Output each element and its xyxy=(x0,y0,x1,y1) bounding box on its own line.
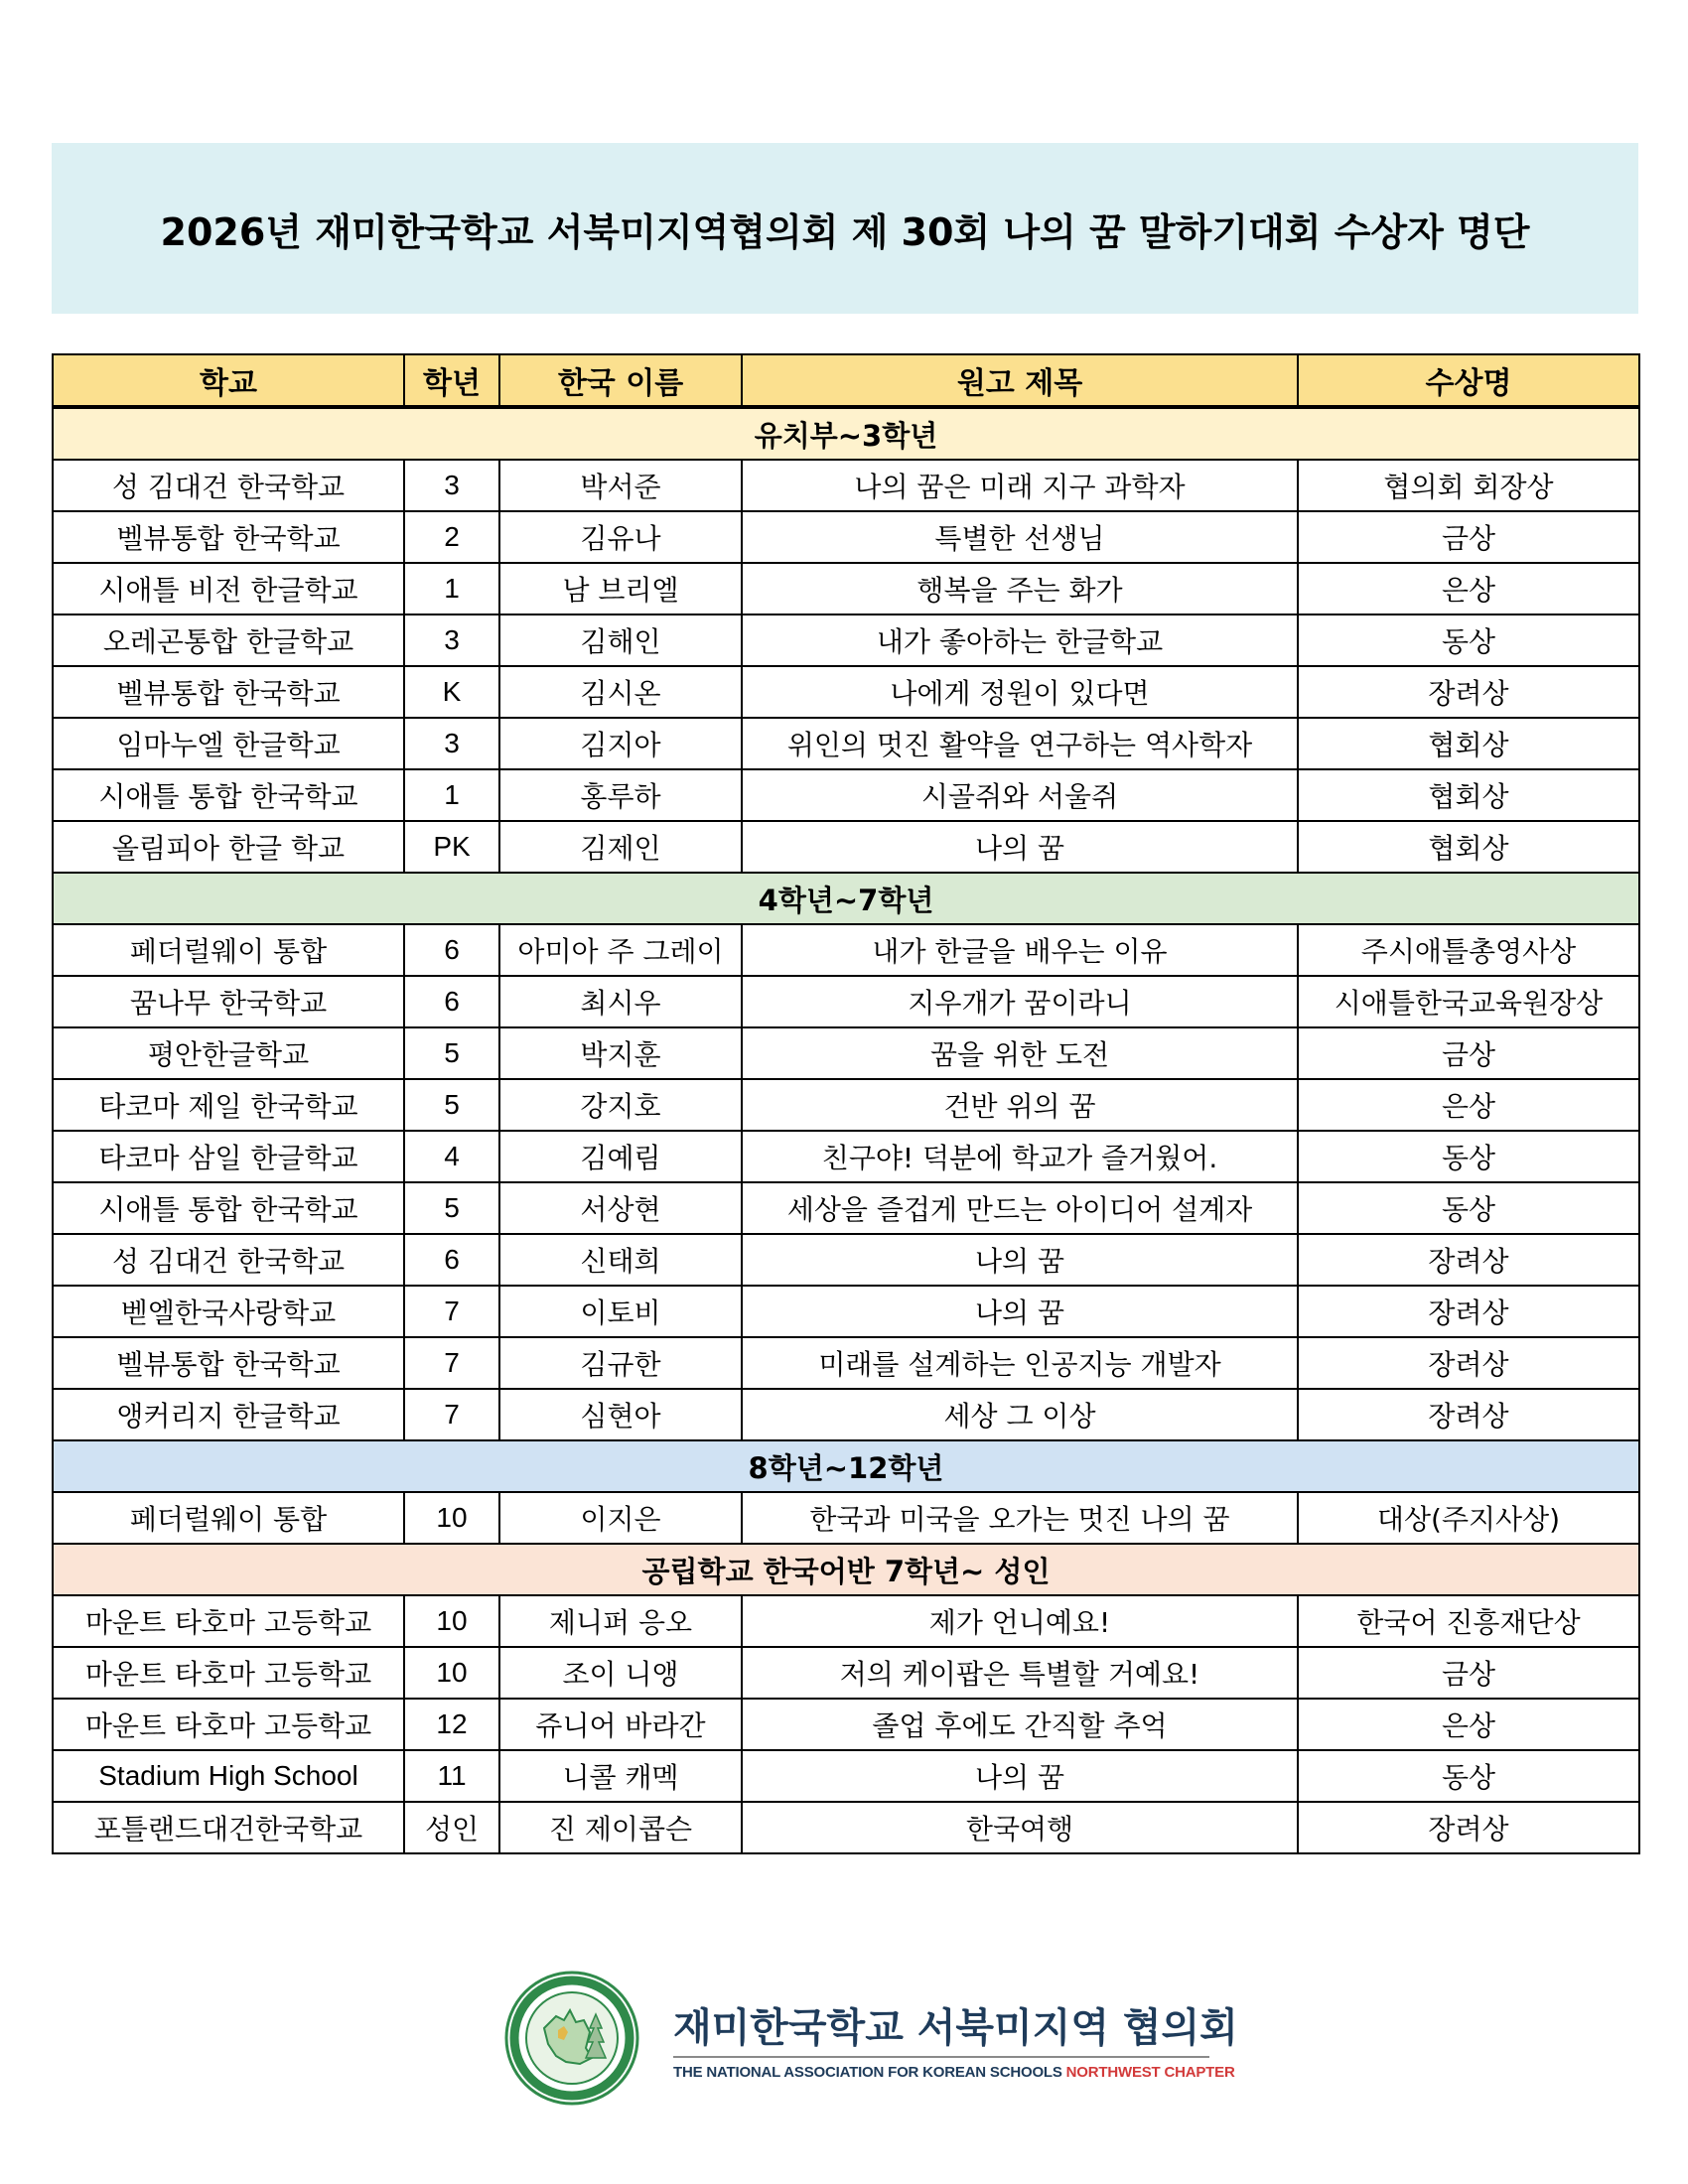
cell-grade: 6 xyxy=(404,1234,499,1286)
cell-grade: 2 xyxy=(404,511,499,563)
cell-award: 금상 xyxy=(1298,1027,1639,1079)
cell-school: 벨뷰통합 한국학교 xyxy=(53,666,404,718)
cell-award: 은상 xyxy=(1298,1079,1639,1131)
table-row xyxy=(53,1027,1639,1079)
table-row xyxy=(53,1802,1639,1853)
cell-school: 성 김대건 한국학교 xyxy=(53,1234,404,1286)
cell-speech-title: 위인의 멋진 활약을 연구하는 역사학자 xyxy=(742,718,1298,769)
cell-korean-name: 조이 니앵 xyxy=(499,1647,742,1699)
header-speech-title: 원고 제목 xyxy=(742,354,1298,407)
cell-award: 은상 xyxy=(1298,563,1639,614)
table-row xyxy=(53,1699,1639,1750)
table-row xyxy=(53,563,1639,614)
section-header-row xyxy=(53,873,1639,924)
title-banner xyxy=(52,143,1638,314)
cell-award: 시애틀한국교육원장상 xyxy=(1298,976,1639,1027)
cell-korean-name: 진 제이콥슨 xyxy=(499,1802,742,1853)
org-divider xyxy=(673,2056,1209,2058)
awards-table xyxy=(52,353,1640,1854)
cell-school: 벨뷰통합 한국학교 xyxy=(53,511,404,563)
association-seal-icon xyxy=(504,1971,639,2106)
table-row xyxy=(53,924,1639,976)
cell-speech-title: 세상을 즐겁게 만드는 아이디어 설계자 xyxy=(742,1182,1298,1234)
cell-korean-name: 김유나 xyxy=(499,511,742,563)
cell-award: 동상 xyxy=(1298,1131,1639,1182)
org-name-english xyxy=(673,2064,1235,2081)
table-row xyxy=(53,1750,1639,1802)
cell-korean-name: 아미아 주 그레이 xyxy=(499,924,742,976)
cell-award: 대상(주지사상) xyxy=(1298,1492,1639,1544)
cell-korean-name: 쥬니어 바라간 xyxy=(499,1699,742,1750)
cell-award: 동상 xyxy=(1298,1182,1639,1234)
section-header-row xyxy=(53,1440,1639,1492)
cell-school: 타코마 제일 한국학교 xyxy=(53,1079,404,1131)
cell-award: 협회상 xyxy=(1298,821,1639,873)
cell-award: 동상 xyxy=(1298,614,1639,666)
cell-grade: 7 xyxy=(404,1286,499,1337)
cell-grade: 10 xyxy=(404,1492,499,1544)
cell-speech-title: 나의 꿈은 미래 지구 과학자 xyxy=(742,460,1298,511)
cell-speech-title: 내가 한글을 배우는 이유 xyxy=(742,924,1298,976)
cell-grade: 1 xyxy=(404,769,499,821)
cell-korean-name: 제니퍼 응오 xyxy=(499,1595,742,1647)
cell-grade: 1 xyxy=(404,563,499,614)
cell-school: 임마누엘 한글학교 xyxy=(53,718,404,769)
cell-school: 타코마 삼일 한글학교 xyxy=(53,1131,404,1182)
cell-award: 장려상 xyxy=(1298,1802,1639,1853)
cell-award: 장려상 xyxy=(1298,1286,1639,1337)
cell-korean-name: 홍루하 xyxy=(499,769,742,821)
table-row xyxy=(53,1286,1639,1337)
table-row xyxy=(53,1389,1639,1440)
section-label: 4학년~7학년 xyxy=(53,873,1639,924)
cell-award: 주시애틀총영사상 xyxy=(1298,924,1639,976)
page-title: 2026년 재미한국학교 서북미지역협의회 제 30회 나의 꿈 말하기대회 수상자 명단 xyxy=(160,209,1530,254)
table-row xyxy=(53,1234,1639,1286)
table-header-row xyxy=(53,354,1639,407)
cell-award: 금상 xyxy=(1298,1647,1639,1699)
table-row xyxy=(53,718,1639,769)
table-row xyxy=(53,1079,1639,1131)
cell-award: 금상 xyxy=(1298,511,1639,563)
cell-grade: 5 xyxy=(404,1027,499,1079)
cell-grade: 12 xyxy=(404,1699,499,1750)
cell-grade: 5 xyxy=(404,1079,499,1131)
cell-grade: 7 xyxy=(404,1337,499,1389)
cell-korean-name: 박서준 xyxy=(499,460,742,511)
cell-school: 시애틀 통합 한국학교 xyxy=(53,1182,404,1234)
cell-speech-title: 꿈을 위한 도전 xyxy=(742,1027,1298,1079)
table-row xyxy=(53,666,1639,718)
cell-grade: 6 xyxy=(404,976,499,1027)
table-row xyxy=(53,1492,1639,1544)
cell-korean-name: 김예림 xyxy=(499,1131,742,1182)
cell-school: 시애틀 통합 한국학교 xyxy=(53,769,404,821)
section-label: 8학년~12학년 xyxy=(53,1440,1639,1492)
cell-speech-title: 건반 위의 꿈 xyxy=(742,1079,1298,1131)
cell-speech-title: 특별한 선생님 xyxy=(742,511,1298,563)
section-header-row xyxy=(53,407,1639,460)
cell-korean-name: 김제인 xyxy=(499,821,742,873)
cell-school: 오레곤통합 한글학교 xyxy=(53,614,404,666)
table-row xyxy=(53,769,1639,821)
section-label: 유치부~3학년 xyxy=(53,407,1639,460)
cell-speech-title: 졸업 후에도 간직할 추억 xyxy=(742,1699,1298,1750)
cell-grade: 5 xyxy=(404,1182,499,1234)
cell-award: 협회상 xyxy=(1298,718,1639,769)
cell-school: 마운트 타호마 고등학교 xyxy=(53,1699,404,1750)
cell-speech-title: 미래를 설계하는 인공지능 개발자 xyxy=(742,1337,1298,1389)
cell-award: 협의회 회장상 xyxy=(1298,460,1639,511)
section-header-row xyxy=(53,1544,1639,1595)
section-label: 공립학교 한국어반 7학년~ 성인 xyxy=(53,1544,1639,1595)
cell-grade: PK xyxy=(404,821,499,873)
cell-korean-name: 강지호 xyxy=(499,1079,742,1131)
cell-korean-name: 이지은 xyxy=(499,1492,742,1544)
cell-speech-title: 세상 그 이상 xyxy=(742,1389,1298,1440)
table-row xyxy=(53,821,1639,873)
table-row xyxy=(53,1647,1639,1699)
cell-korean-name: 최시우 xyxy=(499,976,742,1027)
cell-speech-title: 지우개가 꿈이라니 xyxy=(742,976,1298,1027)
table-row xyxy=(53,1131,1639,1182)
cell-korean-name: 남 브리엘 xyxy=(499,563,742,614)
cell-speech-title: 제가 언니예요! xyxy=(742,1595,1298,1647)
cell-korean-name: 김해인 xyxy=(499,614,742,666)
cell-grade: 3 xyxy=(404,718,499,769)
org-name-english-main: THE NATIONAL ASSOCIATION FOR KOREAN SCHOOLS xyxy=(673,2064,1066,2081)
header-grade: 학년 xyxy=(404,354,499,407)
cell-korean-name: 심현아 xyxy=(499,1389,742,1440)
table-row xyxy=(53,976,1639,1027)
table-row xyxy=(53,460,1639,511)
cell-grade: 7 xyxy=(404,1389,499,1440)
table-row xyxy=(53,511,1639,563)
org-name-korean: 재미한국학교 서북미지역 협의회 xyxy=(673,2005,1238,2051)
cell-grade: 4 xyxy=(404,1131,499,1182)
cell-speech-title: 나의 꿈 xyxy=(742,1750,1298,1802)
cell-speech-title: 나의 꿈 xyxy=(742,821,1298,873)
cell-speech-title: 친구야! 덕분에 학교가 즐거웠어. xyxy=(742,1131,1298,1182)
cell-grade: 10 xyxy=(404,1595,499,1647)
cell-grade: 3 xyxy=(404,614,499,666)
cell-school: 포틀랜드대건한국학교 xyxy=(53,1802,404,1853)
cell-korean-name: 서상현 xyxy=(499,1182,742,1234)
cell-award: 한국어 진흥재단상 xyxy=(1298,1595,1639,1647)
cell-school: 올림피아 한글 학교 xyxy=(53,821,404,873)
table-row xyxy=(53,1337,1639,1389)
cell-school: 꿈나무 한국학교 xyxy=(53,976,404,1027)
cell-school: 페더럴웨이 통합 xyxy=(53,1492,404,1544)
cell-korean-name: 박지훈 xyxy=(499,1027,742,1079)
cell-korean-name: 니콜 캐멕 xyxy=(499,1750,742,1802)
cell-school: 시애틀 비전 한글학교 xyxy=(53,563,404,614)
cell-grade: 11 xyxy=(404,1750,499,1802)
cell-school: 벧엘한국사랑학교 xyxy=(53,1286,404,1337)
header-award: 수상명 xyxy=(1298,354,1639,407)
cell-award: 은상 xyxy=(1298,1699,1639,1750)
cell-award: 장려상 xyxy=(1298,1389,1639,1440)
cell-award: 장려상 xyxy=(1298,1337,1639,1389)
table-row xyxy=(53,614,1639,666)
cell-grade: 성인 xyxy=(404,1802,499,1853)
cell-grade: 3 xyxy=(404,460,499,511)
cell-grade: 10 xyxy=(404,1647,499,1699)
cell-school: 성 김대건 한국학교 xyxy=(53,460,404,511)
cell-award: 동상 xyxy=(1298,1750,1639,1802)
cell-award: 협회상 xyxy=(1298,769,1639,821)
cell-school: 마운트 타호마 고등학교 xyxy=(53,1595,404,1647)
cell-speech-title: 시골쥐와 서울쥐 xyxy=(742,769,1298,821)
cell-school: 앵커리지 한글학교 xyxy=(53,1389,404,1440)
cell-school: 페더럴웨이 통합 xyxy=(53,924,404,976)
header-school: 학교 xyxy=(53,354,404,407)
cell-school: 평안한글학교 xyxy=(53,1027,404,1079)
awards-table-body xyxy=(53,407,1639,1853)
cell-speech-title: 한국과 미국을 오가는 멋진 나의 꿈 xyxy=(742,1492,1298,1544)
cell-school: 벨뷰통합 한국학교 xyxy=(53,1337,404,1389)
cell-korean-name: 김지아 xyxy=(499,718,742,769)
table-row xyxy=(53,1182,1639,1234)
org-name-english-chapter: NORTHWEST CHAPTER xyxy=(1065,2064,1235,2081)
cell-korean-name: 신태희 xyxy=(499,1234,742,1286)
cell-speech-title: 나에게 정원이 있다면 xyxy=(742,666,1298,718)
cell-speech-title: 한국여행 xyxy=(742,1802,1298,1853)
cell-speech-title: 나의 꿈 xyxy=(742,1234,1298,1286)
cell-korean-name: 김시온 xyxy=(499,666,742,718)
footer-logo-block xyxy=(504,1971,1238,2110)
cell-korean-name: 김규한 xyxy=(499,1337,742,1389)
cell-speech-title: 행복을 주는 화가 xyxy=(742,563,1298,614)
cell-speech-title: 나의 꿈 xyxy=(742,1286,1298,1337)
cell-speech-title: 저의 케이팝은 특별할 거예요! xyxy=(742,1647,1298,1699)
cell-award: 장려상 xyxy=(1298,1234,1639,1286)
table-row xyxy=(53,1595,1639,1647)
cell-grade: 6 xyxy=(404,924,499,976)
cell-speech-title: 내가 좋아하는 한글학교 xyxy=(742,614,1298,666)
cell-korean-name: 이토비 xyxy=(499,1286,742,1337)
header-korean-name: 한국 이름 xyxy=(499,354,742,407)
cell-school: 마운트 타호마 고등학교 xyxy=(53,1647,404,1699)
cell-award: 장려상 xyxy=(1298,666,1639,718)
cell-grade: K xyxy=(404,666,499,718)
cell-school: Stadium High School xyxy=(53,1750,404,1802)
